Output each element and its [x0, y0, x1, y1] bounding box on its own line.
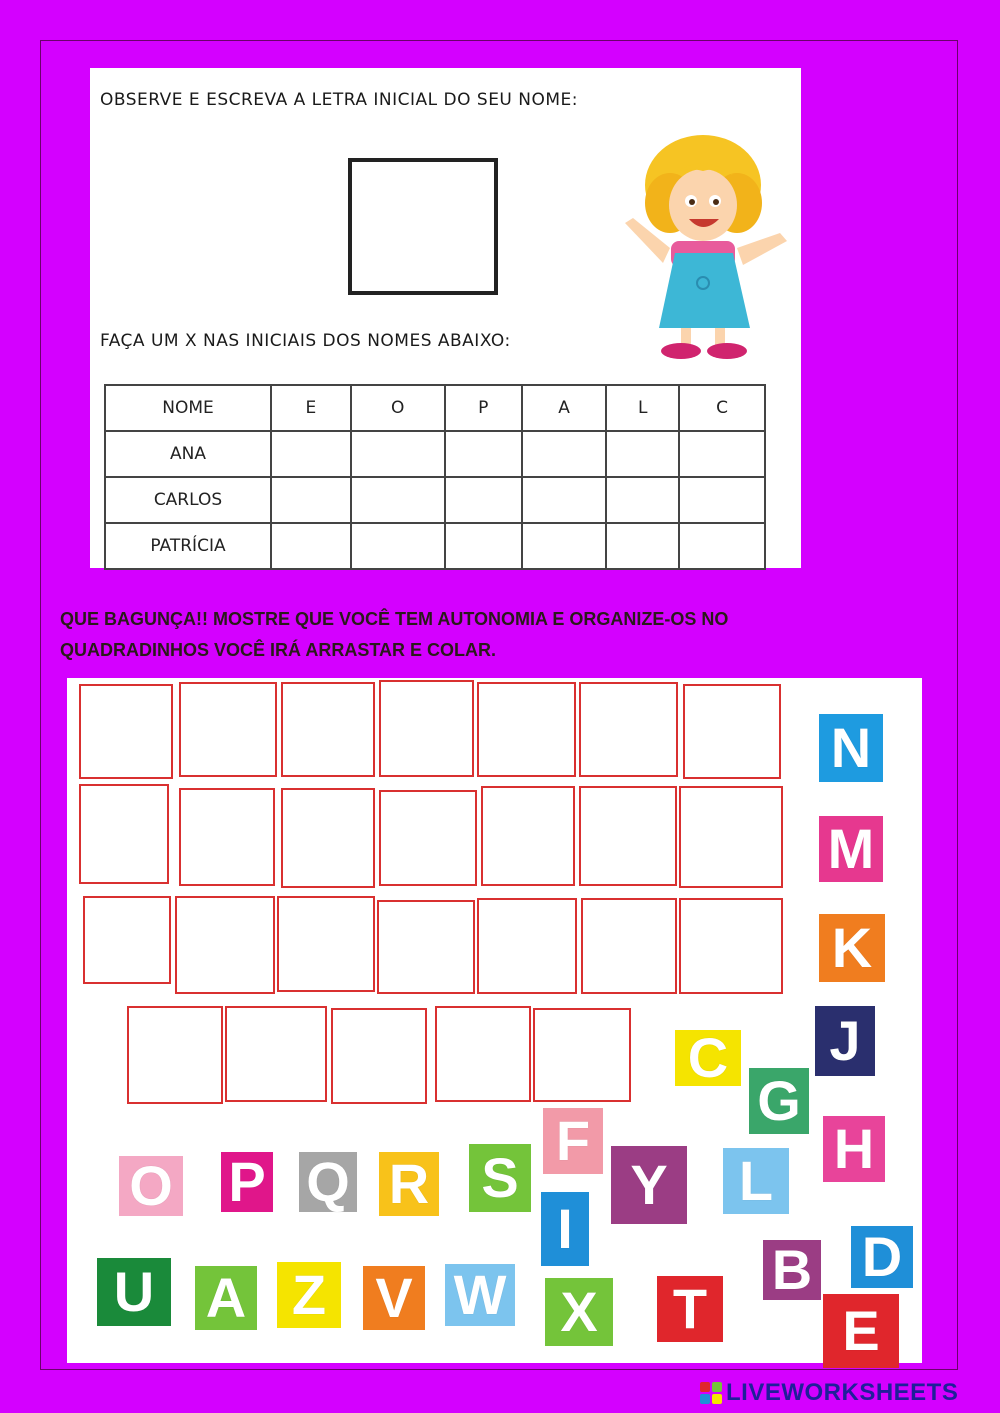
letter-tile-z[interactable]: Z — [277, 1262, 341, 1328]
exercise-line-2: QUADRADINHOS VOCÊ IRÁ ARRASTAR E COLAR. — [60, 640, 497, 660]
table-cell[interactable] — [351, 477, 445, 523]
exercise-instructions — [60, 604, 860, 666]
drop-slot[interactable] — [533, 1008, 631, 1102]
table-cell[interactable] — [606, 523, 679, 569]
table-header-row — [105, 385, 765, 431]
table-cell[interactable] — [679, 477, 765, 523]
table-row — [105, 523, 765, 569]
table-cell[interactable] — [445, 477, 522, 523]
drop-slot[interactable] — [477, 898, 577, 994]
drop-slot[interactable] — [179, 682, 277, 777]
drop-slot[interactable] — [435, 1006, 531, 1102]
table-cell[interactable] — [606, 477, 679, 523]
letter-tile-x[interactable]: X — [545, 1278, 613, 1346]
drop-slot[interactable] — [481, 786, 575, 886]
exercise-line-1: QUE BAGUNÇA!! MOSTRE QUE VOCÊ TEM AUTONOMIA E ORGANIZE-OS NO — [60, 609, 729, 629]
table-cell[interactable] — [679, 523, 765, 569]
liveworksheets-watermark — [700, 1378, 958, 1408]
drop-slot[interactable] — [581, 898, 677, 994]
watermark-text: LIVEWORKSHEETS — [726, 1379, 959, 1406]
table-cell[interactable] — [351, 523, 445, 569]
letter-tile-c[interactable]: C — [675, 1030, 741, 1086]
table-cell[interactable] — [271, 477, 351, 523]
letter-tile-r[interactable]: R — [379, 1152, 439, 1216]
letter-tile-j[interactable]: J — [815, 1006, 875, 1076]
drop-slot[interactable] — [83, 896, 171, 984]
drop-slot[interactable] — [579, 682, 678, 777]
table-header: P — [445, 385, 522, 431]
liveworksheets-logo-icon — [700, 1382, 722, 1404]
table-row-name: CARLOS — [105, 477, 271, 523]
letter-tile-n[interactable]: N — [819, 714, 883, 782]
drop-slot[interactable] — [331, 1008, 427, 1104]
letter-tile-h[interactable]: H — [823, 1116, 885, 1182]
drop-slot[interactable] — [679, 786, 783, 888]
drop-slot[interactable] — [225, 1006, 327, 1102]
table-cell[interactable] — [522, 523, 607, 569]
letter-tile-q[interactable]: Q — [299, 1152, 357, 1212]
initials-table — [104, 384, 766, 570]
table-header: A — [522, 385, 607, 431]
letter-tile-u[interactable]: U — [97, 1258, 171, 1326]
instruction-write-initial: OBSERVE E ESCREVA A LETRA INICIAL DO SEU NOME: — [100, 90, 579, 110]
table-header: C — [679, 385, 765, 431]
letter-tile-s[interactable]: S — [469, 1144, 531, 1212]
table-row-name: ANA — [105, 431, 271, 477]
letter-tile-e[interactable]: E — [823, 1294, 899, 1368]
table-cell[interactable] — [522, 431, 607, 477]
letter-tile-p[interactable]: P — [221, 1152, 273, 1212]
instruction-mark-initials: FAÇA UM X NAS INICIAIS DOS NOMES ABAIXO: — [100, 331, 511, 351]
table-cell[interactable] — [522, 477, 607, 523]
table-row — [105, 477, 765, 523]
table-cell[interactable] — [271, 523, 351, 569]
drag-drop-board — [67, 678, 922, 1363]
letter-tile-f[interactable]: F — [543, 1108, 603, 1174]
drop-slot[interactable] — [79, 684, 173, 779]
letter-tile-i[interactable]: I — [541, 1192, 589, 1266]
letter-tile-o[interactable]: O — [119, 1156, 183, 1216]
drop-slot[interactable] — [175, 896, 275, 994]
drop-slot[interactable] — [281, 682, 375, 777]
drop-slot[interactable] — [281, 788, 375, 888]
letter-tile-l[interactable]: L — [723, 1148, 789, 1214]
table-cell[interactable] — [271, 431, 351, 477]
letter-tile-a[interactable]: A — [195, 1266, 257, 1330]
drop-slot[interactable] — [679, 898, 783, 994]
drop-slot[interactable] — [277, 896, 375, 992]
letter-tile-y[interactable]: Y — [611, 1146, 687, 1224]
letter-tile-w[interactable]: W — [445, 1264, 515, 1326]
letter-tile-g[interactable]: G — [749, 1068, 809, 1134]
drop-slot[interactable] — [127, 1006, 223, 1104]
table-cell[interactable] — [606, 431, 679, 477]
drop-slot[interactable] — [179, 788, 275, 886]
table-row-name: PATRÍCIA — [105, 523, 271, 569]
letter-tile-d[interactable]: D — [851, 1226, 913, 1288]
table-cell[interactable] — [679, 431, 765, 477]
drop-slot[interactable] — [79, 784, 169, 884]
table-header: NOME — [105, 385, 271, 431]
letter-tile-v[interactable]: V — [363, 1266, 425, 1330]
girl-illustration — [615, 123, 795, 363]
table-row — [105, 431, 765, 477]
letter-tile-k[interactable]: K — [819, 914, 885, 982]
table-cell[interactable] — [445, 523, 522, 569]
letter-tile-t[interactable]: T — [657, 1276, 723, 1342]
initial-letter-box[interactable] — [348, 158, 498, 295]
letter-tile-b[interactable]: B — [763, 1240, 821, 1300]
table-header: L — [606, 385, 679, 431]
table-cell[interactable] — [351, 431, 445, 477]
drop-slot[interactable] — [683, 684, 781, 779]
drop-slot[interactable] — [377, 900, 475, 994]
table-header: E — [271, 385, 351, 431]
drop-slot[interactable] — [477, 682, 576, 777]
drop-slot[interactable] — [379, 680, 474, 777]
table-cell[interactable] — [445, 431, 522, 477]
worksheet-image — [90, 68, 801, 568]
table-header: O — [351, 385, 445, 431]
drop-slot[interactable] — [579, 786, 677, 886]
drop-slot[interactable] — [379, 790, 477, 886]
letter-tile-m[interactable]: M — [819, 816, 883, 882]
